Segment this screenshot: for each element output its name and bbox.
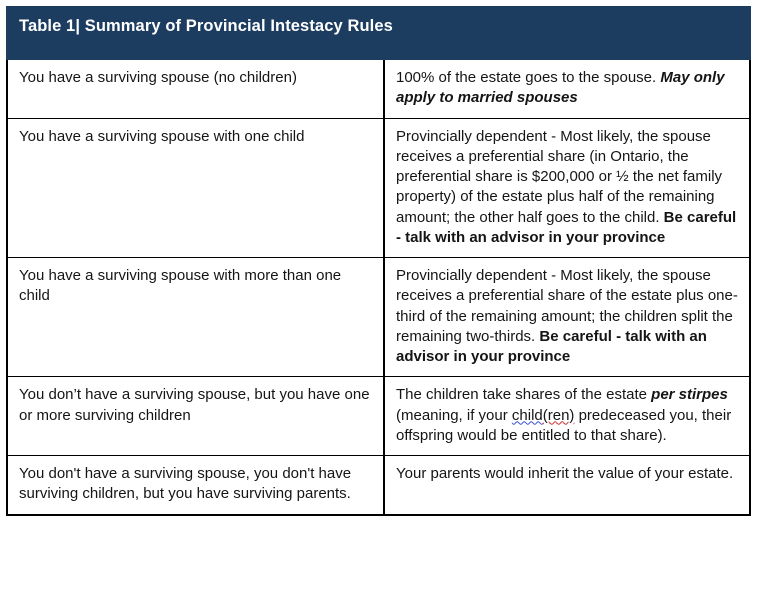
condition-text: You don't have a surviving spouse, you don't have surviving children, but you have surviving parents. [19, 465, 352, 503]
table-body [7, 7, 750, 515]
table-row [7, 118, 750, 258]
condition-cell [7, 258, 384, 377]
outcome-text [396, 127, 738, 249]
outcome-cell [384, 456, 750, 515]
outcome-text [396, 266, 738, 367]
outcome-cell [384, 258, 750, 377]
condition-cell [7, 377, 384, 456]
page-title: Table 1| Summary of Provincial Intestacy Rules [19, 17, 393, 35]
text-run-normal: predeceased you, their offspring would be entitled to that share). [396, 406, 732, 444]
outcome-text [396, 464, 738, 484]
text-run-normal: 100% of the estate goes to the spouse. [396, 69, 661, 86]
text-run-normal: Provincially dependent - Most likely, the spouse receives a preferential share (in Ontario, the preferential share is $200,000 or ½ the net family property) of the estate plus half of the remaining amount; the other half goes to the child. [396, 127, 723, 226]
table-row [7, 258, 750, 377]
table-row [7, 456, 750, 515]
text-run-bold: Be careful - talk with an advisor in your province [396, 208, 737, 246]
condition-text: You have a surviving spouse with one child [19, 127, 305, 145]
text-run-normal: Provincially dependent - Most likely, the spouse receives a preferential share of the estate plus one-third of the remaining amount; the children split the remaining two-thirds. [396, 267, 738, 345]
condition-cell [7, 59, 384, 118]
condition-cell [7, 456, 384, 515]
text-run-bold: Be careful - talk with an advisor in your province [396, 327, 707, 365]
text-run-spellcheck-blue: child [511, 406, 543, 424]
outcome-text [396, 68, 738, 109]
text-run-normal: The children take shares of the estate [396, 386, 652, 404]
text-run-bold-italic: per stirpes [651, 386, 728, 404]
outcome-cell [384, 118, 750, 258]
text-run-bold-italic: May only apply to married spouses [396, 69, 725, 107]
condition-text: You have a surviving spouse (no children) [19, 69, 297, 86]
table-row [7, 59, 750, 118]
outcome-cell [384, 59, 750, 118]
provincial-intestacy-rules-table [6, 6, 751, 516]
outcome-text [396, 385, 738, 446]
text-run-normal: Your parents would inherit the value of your estate. [396, 465, 734, 482]
table-row [7, 377, 750, 456]
table-title-cell [7, 7, 750, 59]
table-header-row [7, 7, 750, 59]
condition-cell [7, 118, 384, 258]
condition-text: You have a surviving spouse with more than one child [19, 267, 342, 305]
condition-text: You don’t have a surviving spouse, but you have one or more surviving children [19, 386, 370, 424]
intestacy-table-container [6, 6, 751, 516]
text-run-spellcheck-red: (ren) [542, 406, 575, 424]
outcome-cell [384, 377, 750, 456]
text-run-normal: (meaning, if your [396, 406, 512, 424]
